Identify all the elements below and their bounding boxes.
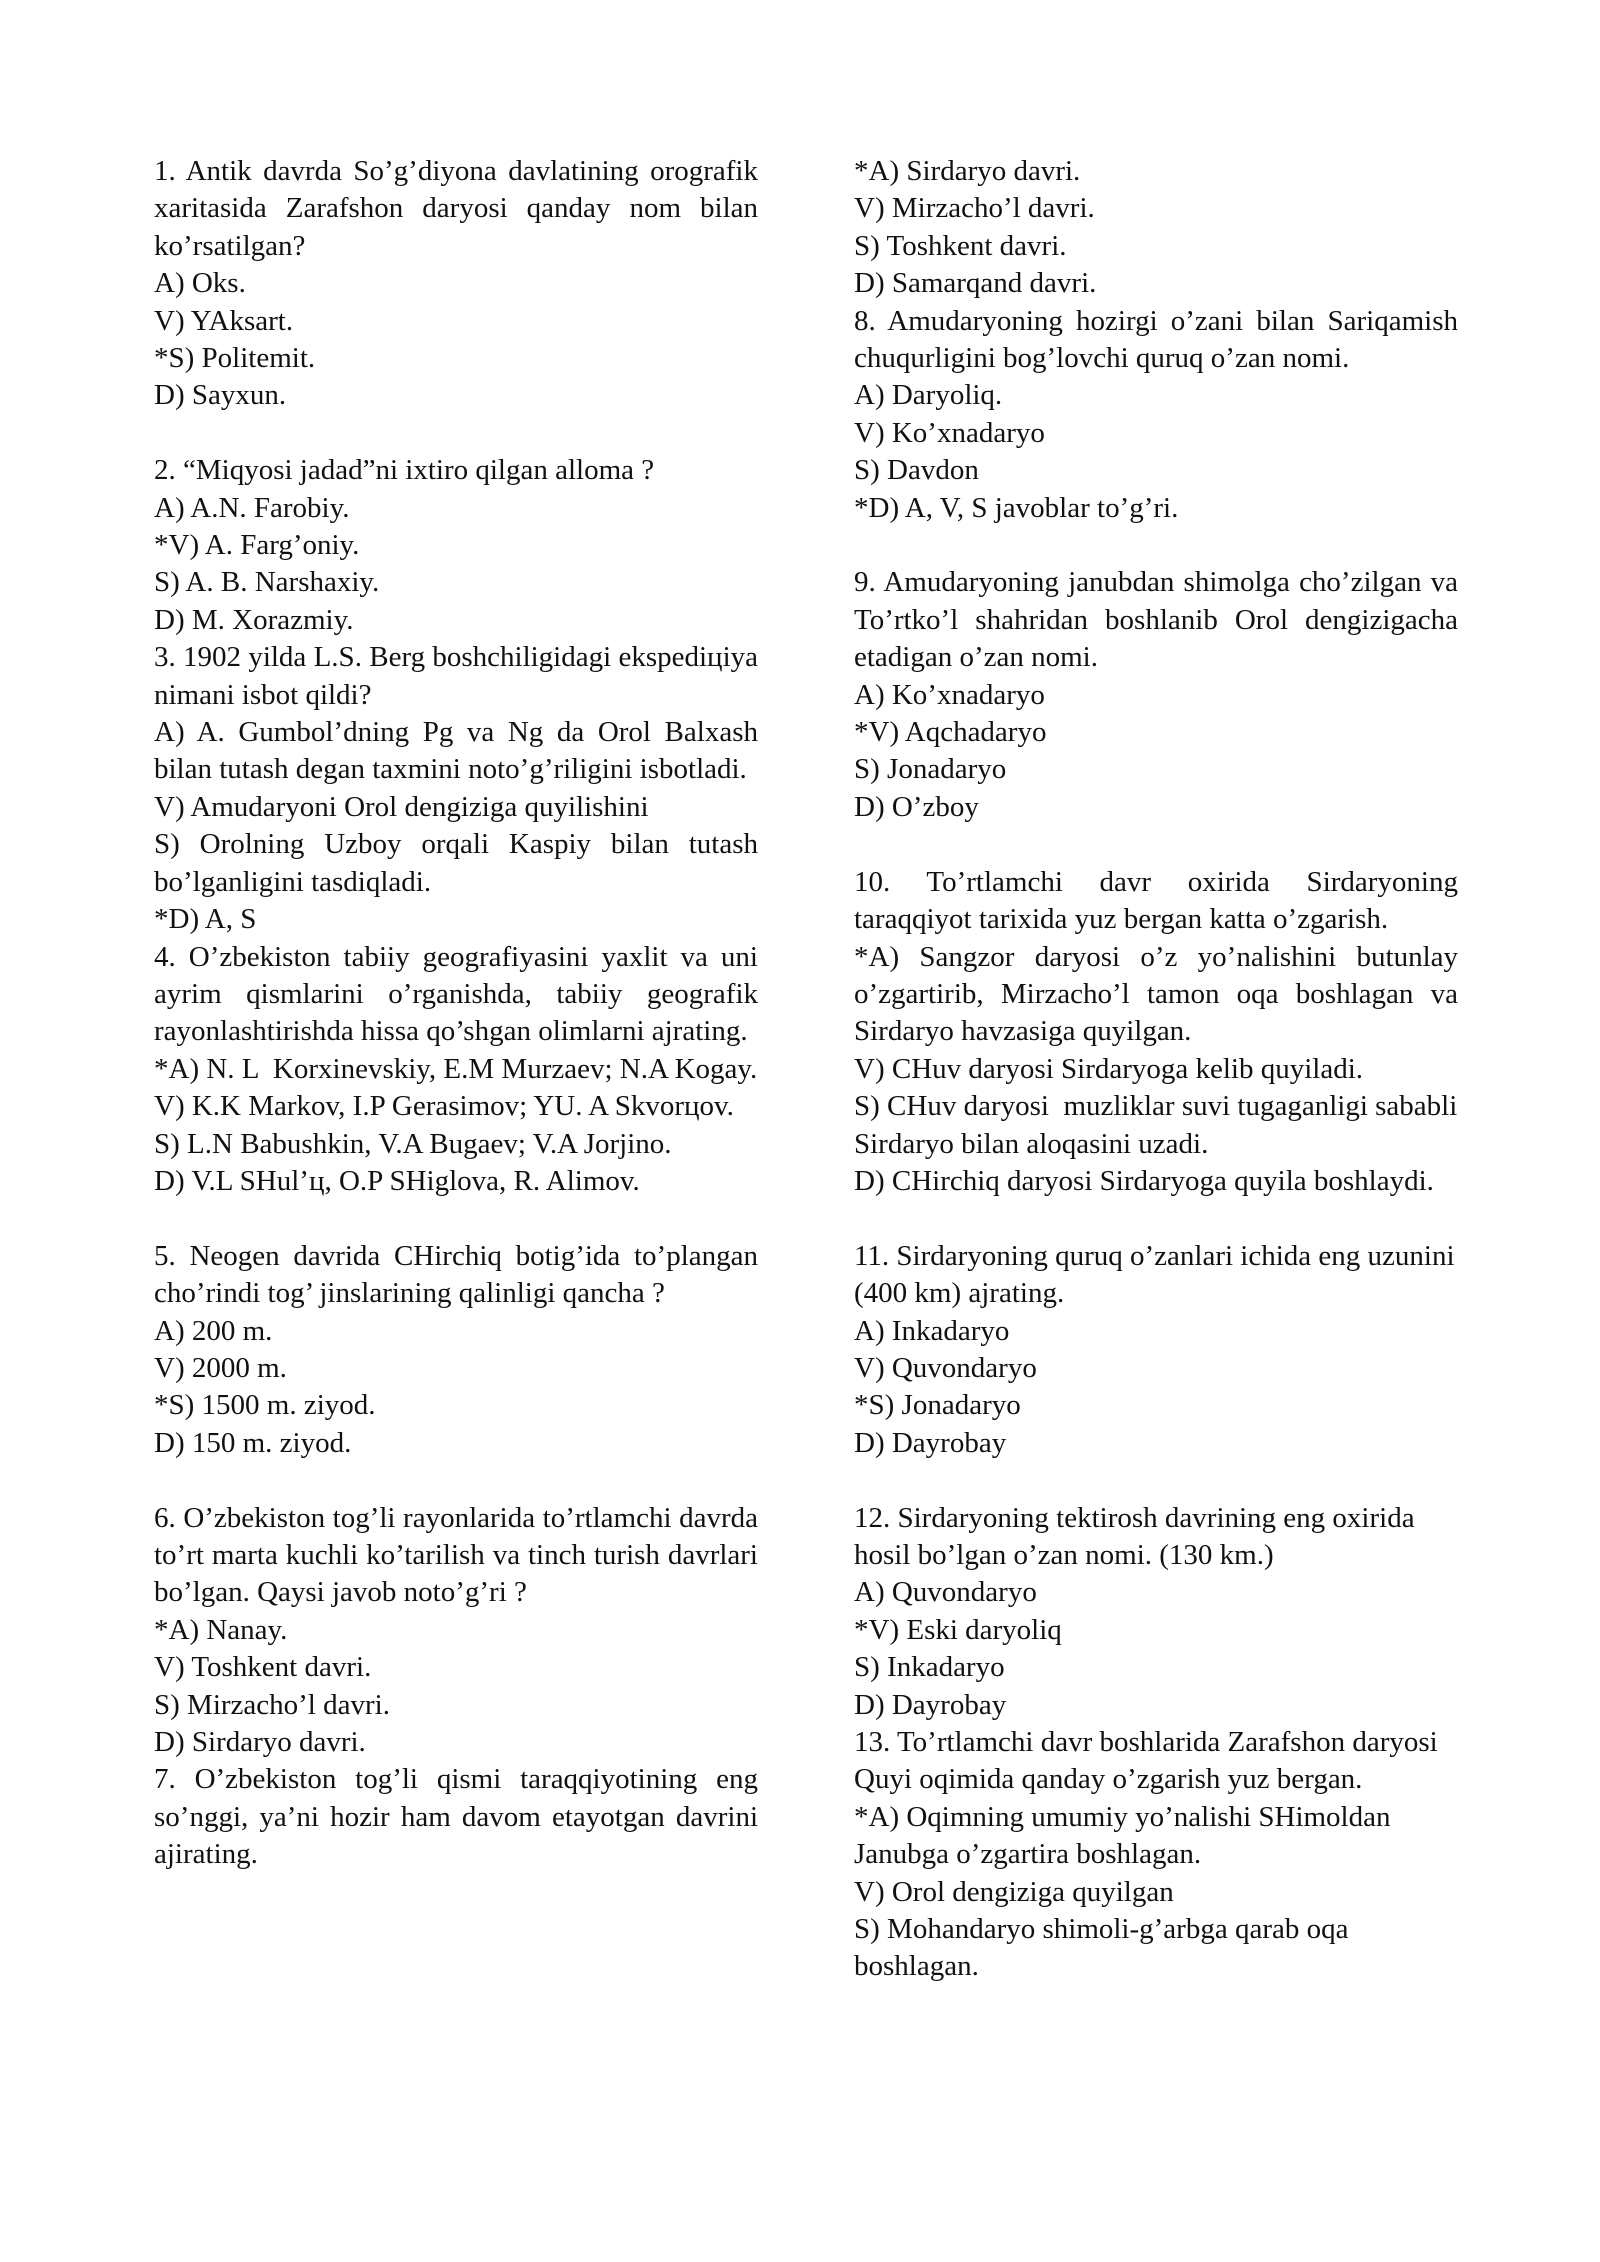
answer-option: V) Ko’xnadaryo [854, 416, 1045, 449]
answer-option: D) O’zboy [854, 790, 979, 823]
answer-option: 11. Sirdaryoning quruq o’zanlari ichida eng uzunini (400 km) ajrating. [854, 1239, 1462, 1310]
answer-option: *D) A, V, S javoblar to’g’ri. [854, 491, 1179, 524]
question-text: 3. 1902 yilda L.S. Berg boshchiligidagi ekspediцiya nimani isbot qildi? [154, 641, 766, 711]
answer-option: V) CHuv daryosi Sirdaryoga kelib quyiladi. [854, 1052, 1364, 1085]
answer-option: S) Davdon [854, 454, 979, 487]
answer-option: A) Ko’xnadaryo [854, 678, 1045, 711]
answer-option: V) 2000 m. [154, 1351, 287, 1384]
answer-option: D) CHirchiq daryosi Sirdaryoga quyila boshlaydi. [854, 1164, 1434, 1197]
question-text: 4. O’zbekiston tabiiy geografiyasini yaxlit va uni ayrim qismlarini o’rganishda, tabiiy geografik rayonlashtirishda hissa qo’shgan olimlarni ajrating. [154, 940, 766, 1048]
question-text: 8. Amudaryoning hozirgi o’zani bilan Sariqamish chuqurligini bog’lovchi quruq o’zan nomi. [854, 304, 1466, 375]
answer-option: S) Mirzacho’l davri. [154, 1688, 390, 1721]
answer-option: *S) Politemit. [154, 342, 316, 375]
answer-option: S) Mohandaryo shimoli-g’arbga qarab oqa boshlagan. [854, 1913, 1356, 1983]
answer-option: S) Toshkent davri. [854, 229, 1067, 262]
answer-option: *V) A. Farg’oniy. [154, 529, 360, 562]
answer-option: S) L.N Babushkin, V.A Bugaev; V.A Jorjino. [154, 1127, 672, 1160]
paragraph-spacer [854, 1200, 1458, 1237]
answer-option: V) Toshkent davri. [154, 1651, 372, 1684]
answer-option: D) V.L SHul’ц, O.P SHiglova, R. Alimov. [154, 1164, 640, 1197]
question-text: A) A. Gumbol’dning Pg va Ng da Orol Balxash bilan tutash degan taxmini noto’g’riligini isbotladi. [154, 716, 766, 786]
answer-option: D) Sayxun. [154, 379, 287, 412]
question-text: 9. Amudaryoning janubdan shimolga cho’zilgan va To’rtko’l shahridan boshlanib Orol dengizigacha etadigan o’zan nomi. [854, 566, 1466, 674]
question-text: 2. “Miqyosi jadad”ni ixtiro qilgan alloma ? [154, 454, 655, 487]
answer-option: S) CHuv daryosi muzliklar suvi tugaganligi sababli Sirdaryo bilan aloqasini uzadi. [854, 1090, 1465, 1160]
paragraph-spacer [154, 415, 758, 452]
answer-option: *A) Sirdaryo davri. [854, 155, 1081, 187]
answer-option: V) YAksart. [154, 304, 294, 337]
question-text: *A) N. L Korxinevskiy, E.M Murzaev; N.A Kogay. [154, 1052, 758, 1085]
question-text: 7. O’zbekiston tog’li qismi taraqqiyotining eng so’nggi, ya’ni hozir ham davom etayotgan davrini ajirating. [154, 1763, 766, 1871]
answer-option: D) Sirdaryo davri. [154, 1726, 366, 1759]
answer-option: A) Daryoliq. [854, 379, 1003, 412]
left-column [154, 153, 766, 1874]
paragraph-spacer [854, 527, 1458, 564]
answer-option: *D) A, S [154, 903, 257, 936]
answer-option: V) Orol dengiziga quyilgan [854, 1875, 1174, 1908]
question-text: 10. To’rtlamchi davr oxirida Sirdaryoning taraqqiyot tarixida yuz bergan katta o’zgarish. [854, 865, 1466, 936]
paragraph-spacer [854, 826, 1458, 863]
answer-option: *A) Nanay. [154, 1613, 288, 1646]
paragraph-spacer [854, 1462, 1458, 1499]
answer-option: *S) 1500 m. ziyod. [154, 1389, 376, 1422]
answer-option: D) Dayrobay [854, 1426, 1007, 1459]
answer-option: *S) Jonadaryo [854, 1389, 1021, 1422]
question-text: S) Orolning Uzboy orqali Kaspiy bilan tutash bo’lganligini tasdiqladi. [154, 828, 766, 898]
answer-option: V) Mirzacho’l davri. [854, 192, 1095, 225]
answer-option: *A) Oqimning umumiy yo’nalishi SHimoldan Janubga o’zgartira boshlagan. [854, 1800, 1398, 1871]
question-text: V) K.K Markov, I.P Gerasimov; YU. A Skvorцov. [154, 1090, 734, 1123]
paragraph-spacer [154, 1200, 758, 1237]
answer-option: D) Dayrobay [854, 1688, 1007, 1721]
answer-option: S) Inkadaryo [854, 1651, 1005, 1684]
answer-option: 12. Sirdaryoning tektirosh davrining eng oxirida hosil bo’lgan o’zan nomi. (130 km.) [854, 1501, 1422, 1571]
answer-option: *V) Aqchadaryo [854, 716, 1047, 749]
right-column [854, 153, 1466, 1986]
answer-option: A) 200 m. [154, 1314, 273, 1347]
answer-option: A) Quvondaryo [854, 1576, 1037, 1609]
answer-option: S) Jonadaryo [854, 753, 1007, 786]
answer-option: D) Samarqand davri. [854, 267, 1097, 300]
question-text: 1. Antik davrda So’g’diyona davlatining orografik xaritasida Zarafshon daryosi qanday nom bilan ko’rsatilgan? [154, 155, 766, 262]
answer-option: A) Oks. [154, 267, 246, 300]
answer-option: A) Inkadaryo [854, 1314, 1010, 1347]
answer-option: D) 150 m. ziyod. [154, 1426, 352, 1459]
question-text: 5. Neogen davrida CHirchiq botig’ida to’plangan cho’rindi tog’ jinslarining qalinligi qancha ? [154, 1239, 766, 1310]
answer-option: *V) Eski daryoliq [854, 1613, 1062, 1646]
answer-option: 13. To’rtlamchi davr boshlarida Zarafshon daryosi Quyi oqimida qanday o’zgarish yuz bergan. [854, 1726, 1445, 1796]
paragraph-spacer [154, 1462, 758, 1499]
question-text: *A) Sangzor daryosi o’z yo’nalishini butunlay o’zgartirib, Mirzacho’l tamon oqa boshlagan va Sirdaryo havzasiga quyilgan. [854, 940, 1466, 1048]
answer-option: S) A. B. Narshaxiy. [154, 566, 380, 599]
answer-option: V) Amudaryoni Orol dengiziga quyilishini [154, 790, 649, 823]
answer-option: D) M. Xorazmiy. [154, 603, 354, 636]
answer-option: V) Quvondaryo [854, 1351, 1037, 1384]
question-text: 6. O’zbekiston tog’li rayonlarida to’rtlamchi davrda to’rt marta kuchli ko’tarilish va tinch turish davrlari bo’lgan. Qaysi javob noto’g’ri ? [154, 1501, 766, 1609]
answer-option: A) A.N. Farobiy. [154, 491, 350, 524]
